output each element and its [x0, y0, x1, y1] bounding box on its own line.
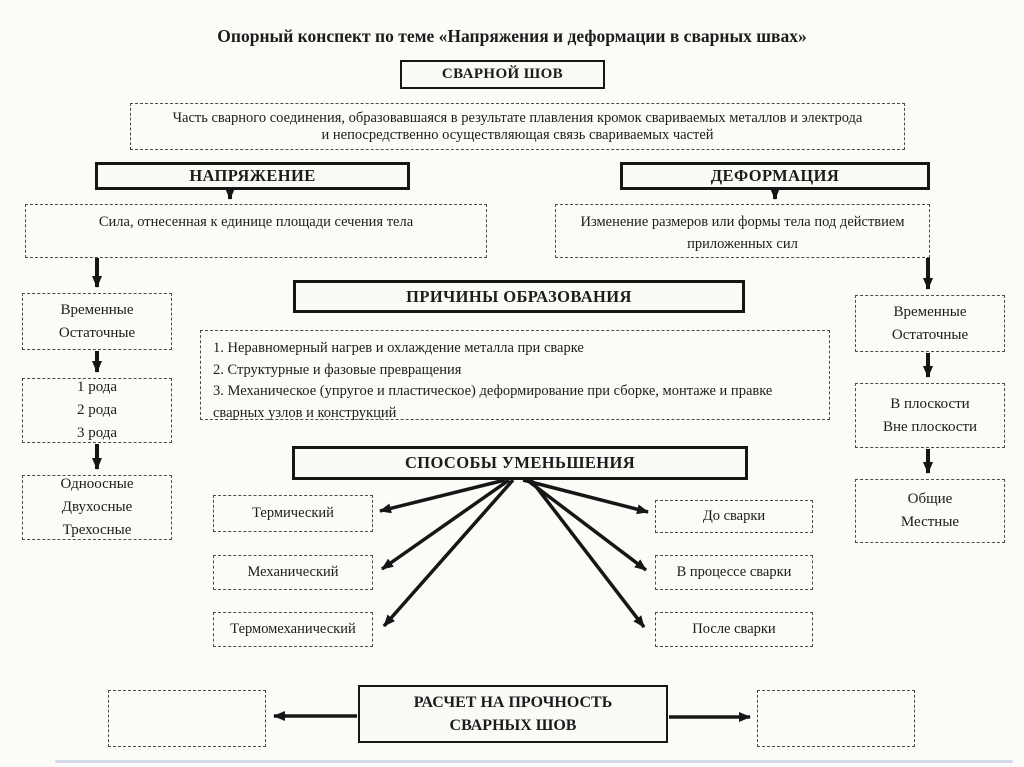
arrow-to-stage-after — [531, 480, 644, 627]
stress-heading: НАПРЯЖЕНИЕ — [189, 166, 316, 185]
strength-calc-line2: СВАРНЫХ ШОВ — [449, 717, 577, 734]
stress-level-3-line1: Одноосные — [60, 476, 134, 492]
stress-level-2-line2: 2 рода — [76, 402, 118, 418]
stress-level-2-line1: 1 рода — [76, 379, 118, 395]
stress-level-1-line2: Остаточные — [58, 324, 136, 341]
stage-before-welding-box — [655, 500, 813, 533]
stress-level-3-line2: Двухосные — [61, 499, 133, 515]
strain-heading: ДЕФОРМАЦИЯ — [710, 166, 840, 185]
strength-calc-line1: РАСЧЕТ НА ПРОЧНОСТЬ — [413, 694, 613, 711]
empty-box-left — [108, 690, 266, 747]
causes-list-box — [200, 330, 830, 420]
stage-after-welding-label: После сварки — [692, 621, 776, 637]
empty-box-right — [757, 690, 915, 747]
strain-definition-line2: приложенных сил — [687, 236, 798, 252]
reduction-heading-box — [292, 446, 748, 480]
arrow-to-method-thermal — [380, 480, 505, 511]
stress-level-3-line3: Трехосные — [62, 522, 132, 538]
stress-level-3-box — [22, 475, 172, 540]
strain-definition-box — [555, 204, 930, 258]
stage-during-welding-label: В процессе сварки — [676, 564, 792, 580]
method-thermomechanical-box — [213, 612, 373, 647]
method-thermal-box — [213, 495, 373, 532]
strain-level-3-line1: Общие — [907, 491, 953, 507]
strain-level-1-box — [855, 295, 1005, 352]
weld-seam-definition-line2: и непосредственно осуществляющая связь свариваемых частей — [321, 127, 714, 143]
weld-seam-box — [400, 60, 605, 89]
stress-heading-box — [95, 162, 410, 190]
slide-edge-line — [55, 760, 1013, 763]
stress-level-1-box — [22, 293, 172, 350]
strain-level-2-box — [855, 383, 1005, 448]
arrow-to-stage-before — [523, 480, 648, 512]
strain-level-2-line2: Вне плоскости — [882, 418, 978, 435]
stage-before-welding-label: До сварки — [702, 508, 766, 524]
causes-heading-box — [293, 280, 745, 313]
strain-level-3-line2: Местные — [900, 514, 960, 530]
reduction-heading: СПОСОБЫ УМЕНЬШЕНИЯ — [404, 453, 636, 472]
causes-heading: ПРИЧИНЫ ОБРАЗОВАНИЯ — [406, 286, 632, 306]
stage-after-welding-box — [655, 612, 813, 647]
stage-during-welding-box — [655, 555, 813, 590]
causes-item-1: 1. Неравномерный нагрев и охлаждение металла при сварке — [213, 340, 584, 356]
stress-level-1-line1: Временные — [60, 301, 134, 318]
causes-item-3: 3. Механическое (упругое и пластическое) деформирование при сборке, монтаже и правке сварных узлов и конструкций — [213, 383, 773, 421]
arrow-to-method-thermomechanical — [384, 480, 513, 626]
arrow-to-stage-during — [527, 480, 646, 570]
strength-calc-box — [358, 685, 668, 743]
strain-definition-line1: Изменение размеров или формы тела под действием — [580, 214, 905, 230]
method-thermomechanical-label: Термомеханический — [230, 621, 356, 637]
slide-title: Опорный конспект по теме «Напряжения и деформации в сварных швах» — [217, 26, 807, 46]
strain-heading-box — [620, 162, 930, 190]
stress-level-2-box — [22, 378, 172, 443]
causes-item-2: 2. Структурные и фазовые превращения — [213, 361, 462, 378]
weld-seam-definition-box — [130, 103, 905, 150]
method-mechanical-box — [213, 555, 373, 590]
weld-seam-definition-line1: Часть сварного соединения, образовавшаяся в результате плавления кромок свариваемых металлов и электрода — [172, 110, 863, 126]
strain-level-2-line1: В плоскости — [890, 395, 970, 412]
weld-seam-label: СВАРНОЙ ШОВ — [441, 66, 564, 82]
method-mechanical-label: Механический — [247, 564, 339, 580]
strain-level-1-line1: Временные — [893, 303, 967, 320]
arrow-to-method-mechanical — [382, 480, 509, 569]
strain-level-3-box — [855, 479, 1005, 543]
stress-definition-box — [25, 204, 487, 258]
method-thermal-label: Термический — [252, 505, 334, 521]
stress-level-2-line3: 3 рода — [76, 425, 118, 441]
stress-definition: Сила, отнесенная к единице площади сечения тела — [98, 214, 414, 230]
strain-level-1-line2: Остаточные — [891, 326, 969, 343]
